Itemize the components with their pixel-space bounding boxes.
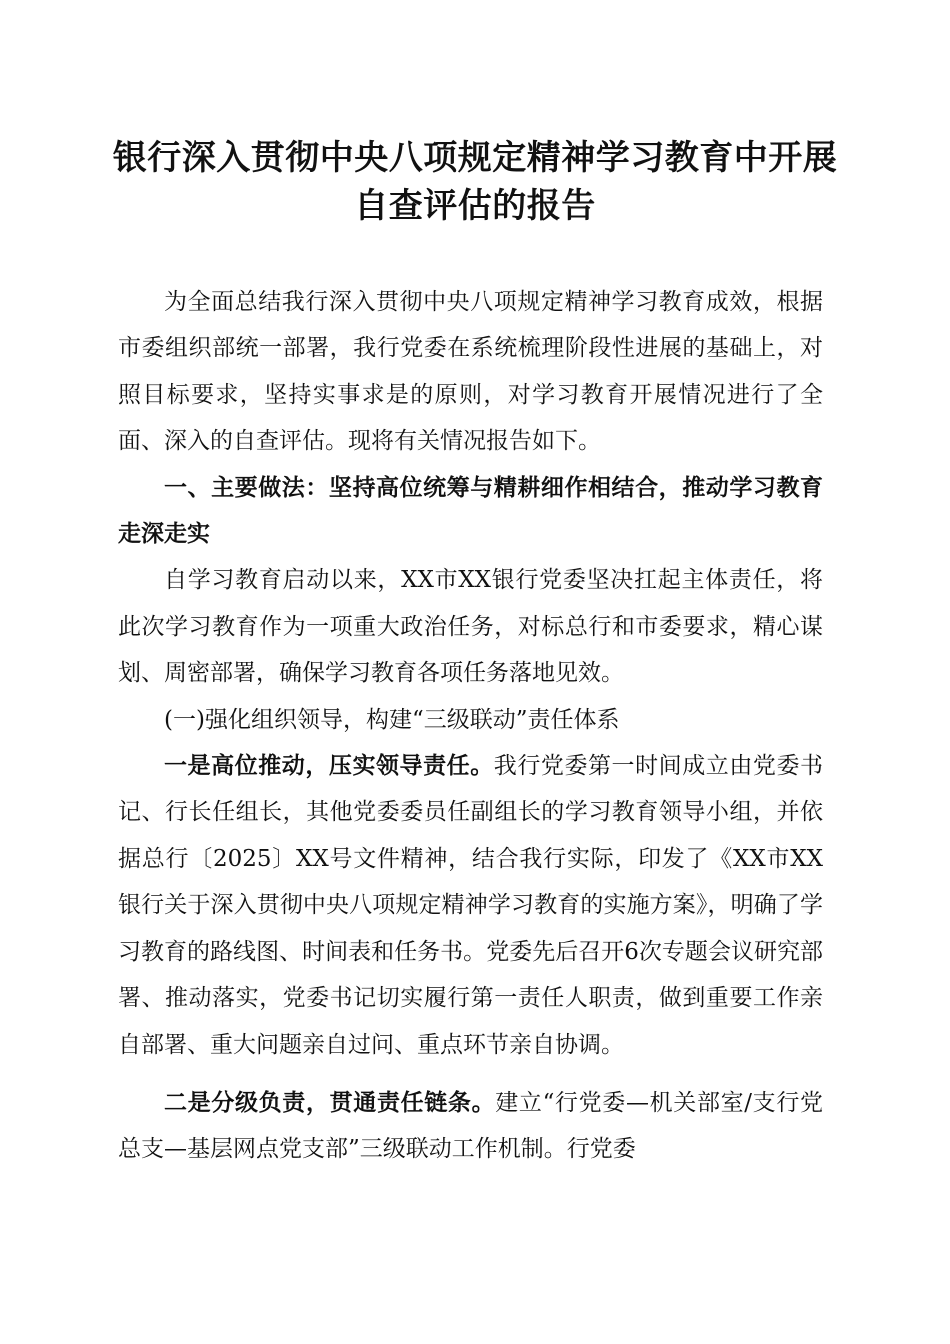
point-1-body: 我行党委第一时间成立由党委书记、行长任组长，其他党委委员任副组长的学习教育领导小组，并依据总行〔2025〕XX号文件精神，结合我行实际，印发了《XX市XX银行关于深入贯彻中央八项规定精神学习教育的实施方案》，明确了学习教育的路线图、时间表和任务书。党委先后召开6次专题会议研究部署、推动落实，党委书记切实履行第一责任人职责，做到重要工作亲自部署、重大问题亲自过问、重点环节亲自协调。: [118, 753, 824, 1058]
document-title: 银行深入贯彻中央八项规定精神学习教育中开展自查评估的报告: [112, 138, 838, 226]
intro-paragraph: 为全面总结我行深入贯彻中央八项规定精神学习教育成效，根据市委组织部统一部署，我行党委在系统梳理阶段性进展的基础上，对照目标要求，坚持实事求是的原则，对学习教育开展情况进行了全面、深入的自查评估。现将有关情况报告如下。: [118, 289, 823, 455]
section-1-heading: 一、主要做法：坚持高位统筹与精耕细作相结合，推动学习教育走深走实: [118, 474, 823, 548]
point-1-lead: 一是高位推动，压实领导责任。: [164, 752, 494, 780]
point-2-lead: 二是分级负责，贯通责任链条。: [164, 1088, 496, 1116]
section-1-paragraph: 自学习教育启动以来，XX市XX银行党委坚决扛起主体责任，将此次学习教育作为一项重大政治任务，对标总行和市委要求，精心谋划、周密部署，确保学习教育各项任务落地见效。: [118, 567, 823, 687]
point-2-paragraph: [118, 1080, 823, 1173]
document-body: [118, 279, 823, 1173]
subsection-1-heading: (一)强化组织领导，构建“三级联动”责任体系: [164, 706, 620, 733]
point-2-body: 建立“行党委—机关部室/支行党总支—基层网点党支部”三级联动工作机制。行党委: [118, 1089, 823, 1163]
point-1-paragraph: [118, 743, 823, 1068]
